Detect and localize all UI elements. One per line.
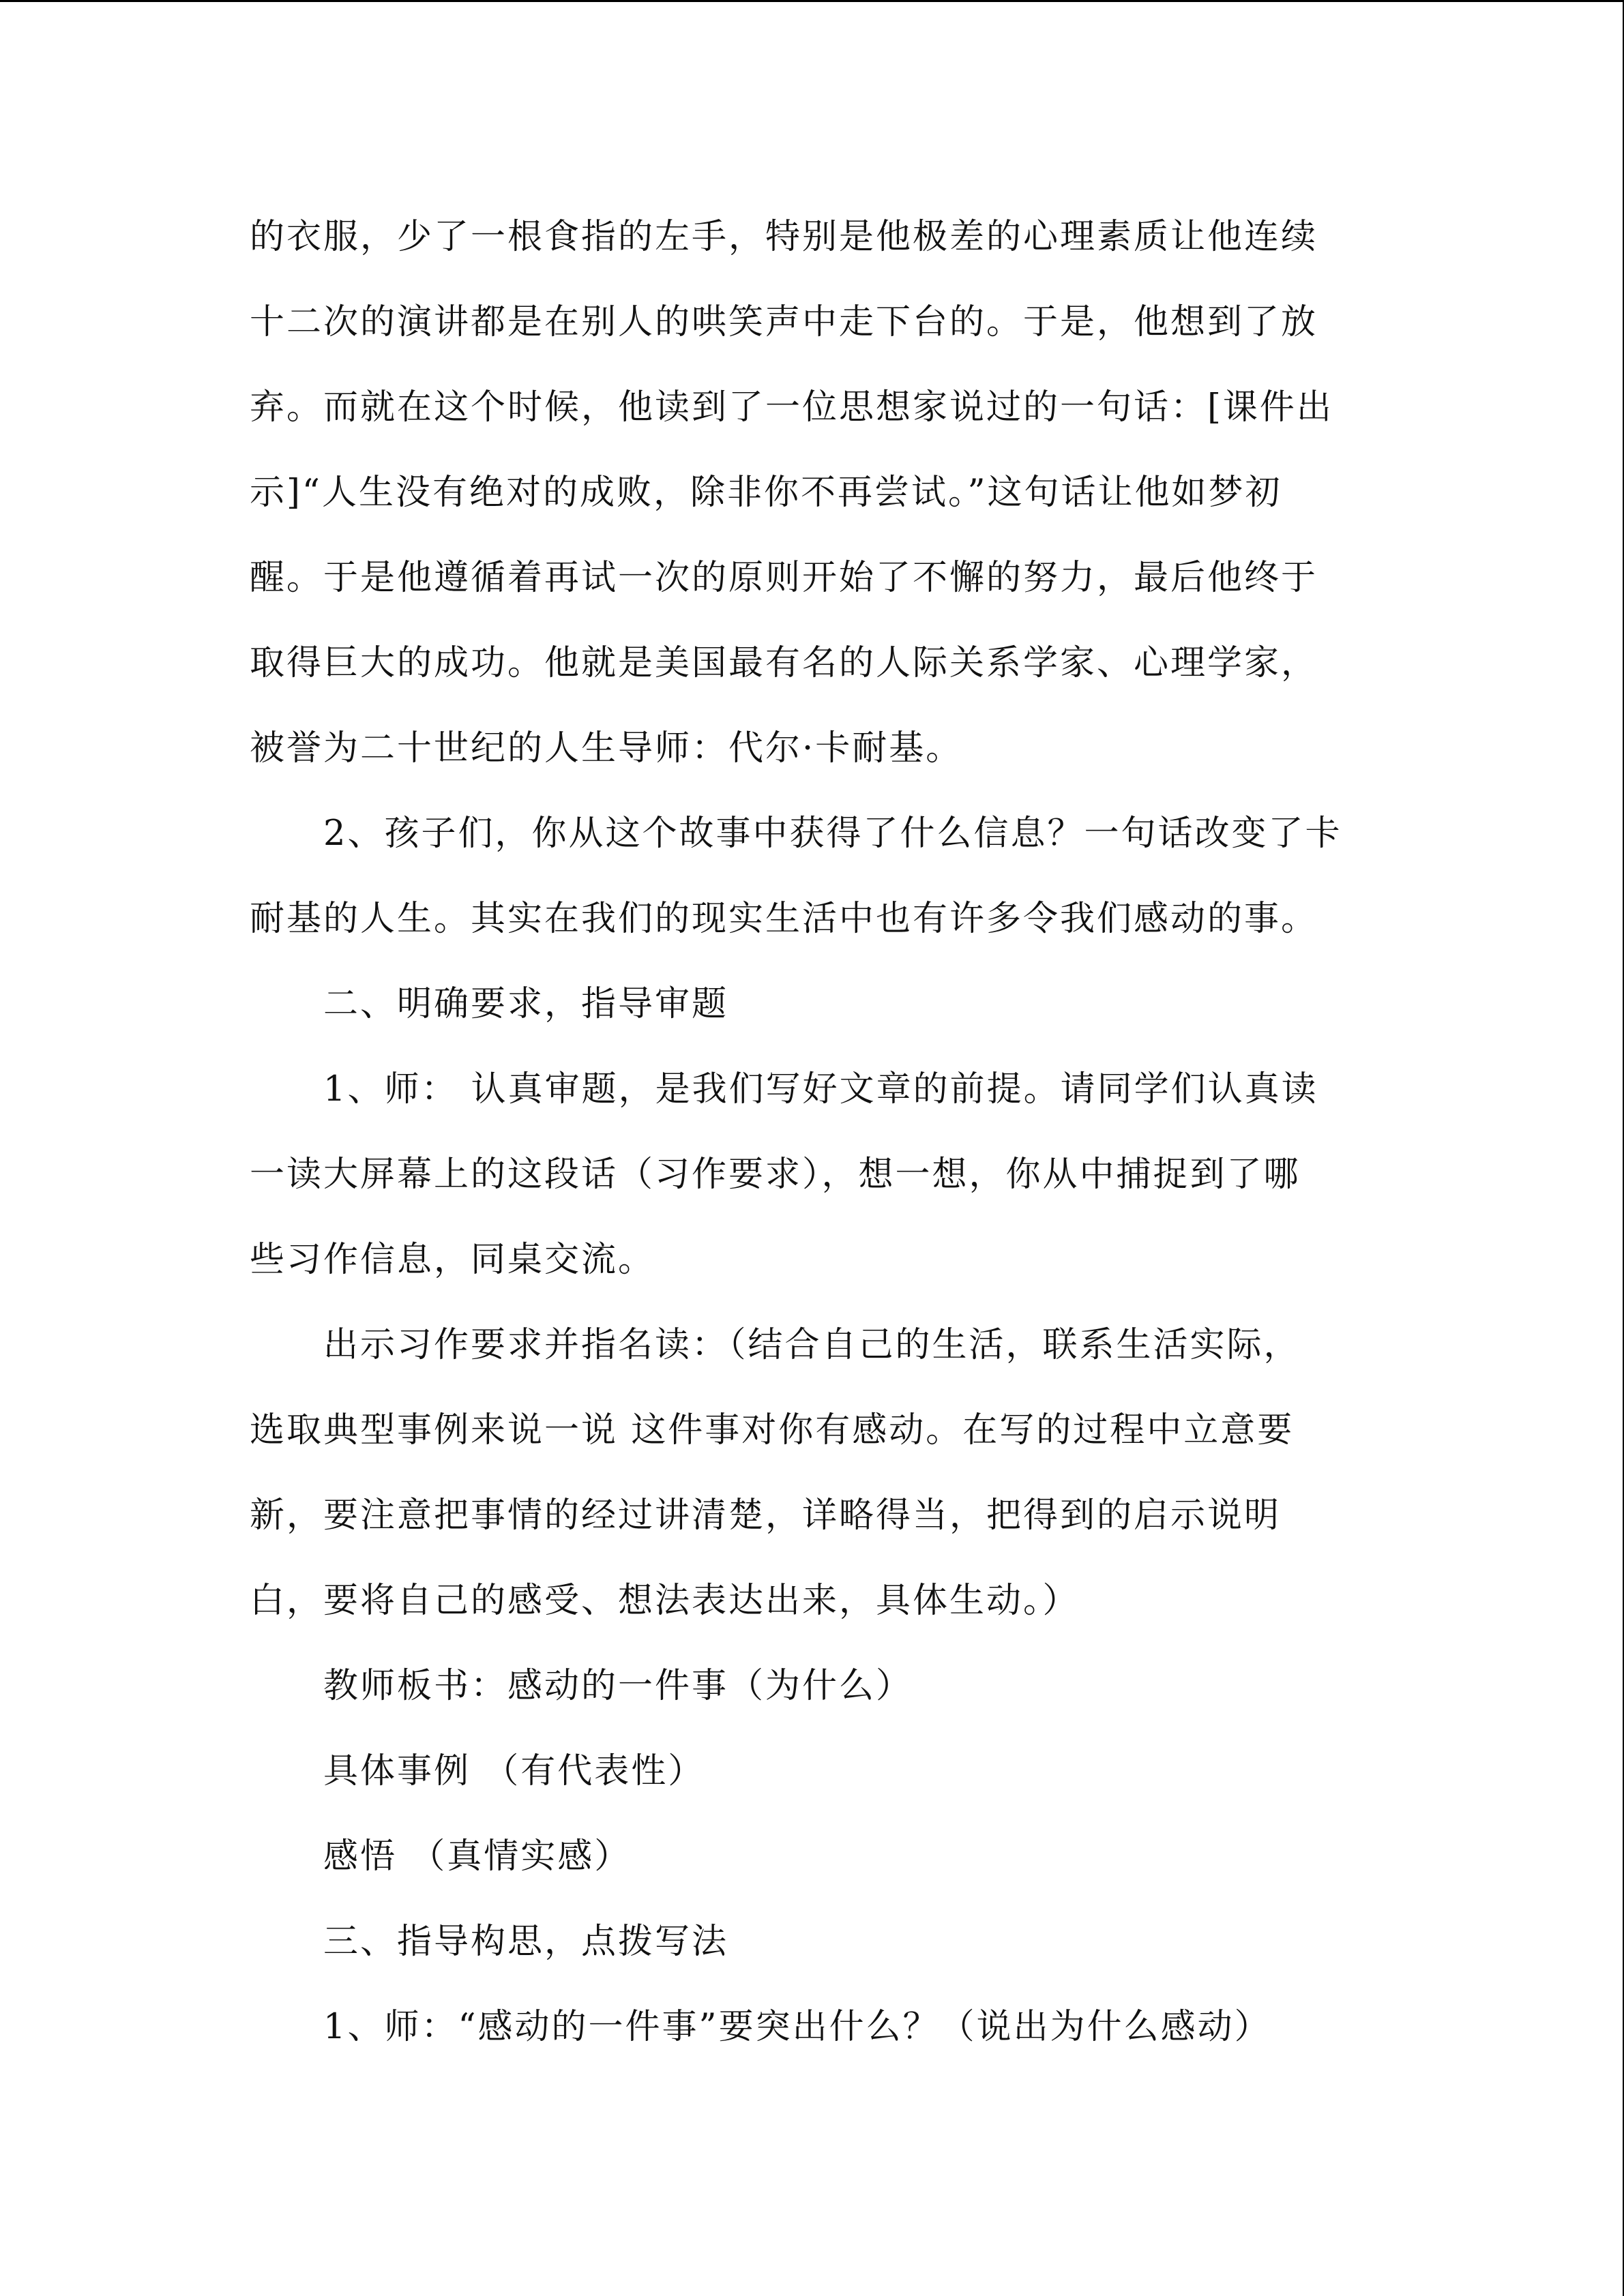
story-line-5: 醒。于是他遵循着再试一次的原则开始了不懈的努力，最后他终于 — [250, 558, 1318, 598]
requirements-line-2: 选取典型事例来说一说 这件事对你有感动。在写的过程中立意要 — [250, 1410, 1295, 1450]
story-line-7: 被誉为二十世纪的人生导师：代尔·卡耐基。 — [250, 728, 963, 769]
story-line-2: 十二次的演讲都是在别人的哄笑声中走下台的。于是，他想到了放 — [250, 302, 1318, 342]
story-line-6: 取得巨大的成功。他就是美国最有名的人际关系学家、心理学家， — [250, 643, 1318, 683]
question-paragraph-line-1: 2、孩子们，你从这个故事中获得了什么信息？一句话改变了卡 — [323, 814, 1342, 854]
teacher-instruction-line-3: 些习作信息，同桌交流。 — [250, 1240, 655, 1280]
section-heading-2: 二、明确要求，指导审题 — [323, 984, 729, 1024]
blackboard-title: 教师板书：感动的一件事（为什么） — [323, 1666, 913, 1706]
requirements-line-4: 白，要将自己的感受、想法表达出来，具体生动。） — [250, 1581, 1080, 1621]
section-heading-3: 三、指导构思，点拨写法 — [323, 1922, 729, 1962]
blackboard-item-2: 感悟 （真情实感） — [323, 1836, 632, 1877]
blackboard-item-1: 具体事例 （有代表性） — [323, 1751, 705, 1791]
question-paragraph-line-2: 耐基的人生。其实在我们的现实生活中也有许多令我们感动的事。 — [250, 899, 1318, 939]
requirements-line-3: 新，要注意把事情的经过讲清楚，详略得当，把得到的启示说明 — [250, 1495, 1282, 1536]
story-line-4: 示]“人生没有绝对的成败，除非你不再尝试。”这句话让他如梦初 — [250, 473, 1282, 513]
teacher-instruction-line-1: 1、师： 认真审题，是我们写好文章的前提。请同学们认真读 — [323, 1069, 1318, 1109]
teacher-question-line: 1、师：“感动的一件事”要突出什么？（说出为什么感动） — [323, 2007, 1271, 2047]
story-line-3: 弃。而就在这个时候，他读到了一位思想家说过的一句话：[课件出 — [250, 387, 1333, 428]
teacher-instruction-line-2: 一读大屏幕上的这段话（习作要求），想一想，你从中捕捉到了哪 — [250, 1154, 1301, 1195]
story-line-1: 的衣服，少了一根食指的左手，特别是他极差的心理素质让他连续 — [250, 217, 1318, 257]
requirements-line-1: 出示习作要求并指名读：（结合自己的生活，联系生活实际， — [323, 1325, 1301, 1365]
page-top-border — [0, 0, 1624, 2]
